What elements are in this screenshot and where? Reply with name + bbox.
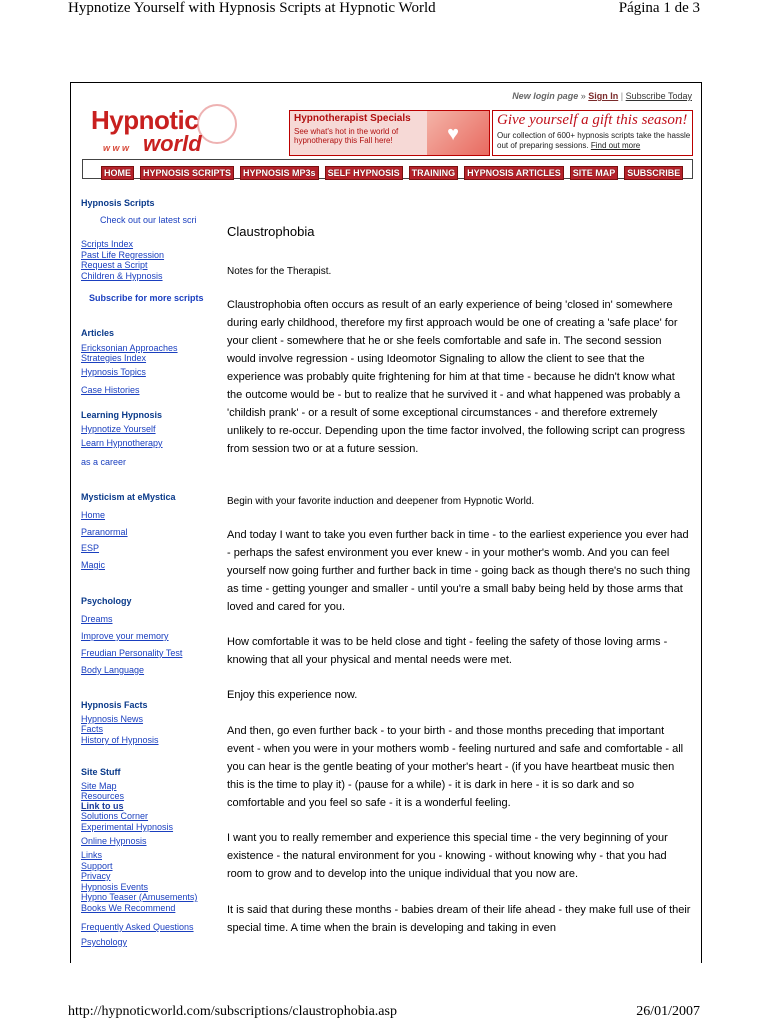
nav-subscribe[interactable]: SUBSCRIBE: [624, 166, 683, 180]
sidebar-item-hypnotize-yourself[interactable]: Hypnotize Yourself: [81, 424, 156, 434]
sidebar-item-solutions[interactable]: Solutions Corner: [81, 811, 149, 821]
print-url: http://hypnoticworld.com/subscriptions/claustrophobia.asp: [68, 1004, 397, 1019]
therapist-notes-label: Notes for the Therapist.: [227, 266, 332, 277]
article-paragraph: And then, go even further back - to your birth - and those months preceding that important event - when you were in your mothers womb - feeling nurtured and safe and comfortable - all you can hear is the gentle beating of your mother's heart - (if you have heartbeat music then this is the time to play it) - (pause for a while) - it is dark in here - it is so dark and so comfortable and you feel so safe - it is a wonderful feeling.: [227, 725, 684, 809]
print-page-title: Hypnotize Yourself with Hypnosis Scripts at Hypnotic World: [68, 0, 436, 16]
article-paragraph: Claustrophobia often occurs as result of an early experience of being 'closed in' somewhere during early childhood, therefore my first approach would be one of creating a 'safe place' for your client - somewhere that he or she feels comfortable and safe in. The second session would involve regression - using Ideomotor Signaling to allow the client to see that the experience was probably quite frightening for him at that time - because he didn't know what the outcome would be - but to realize that he survived it - and what happened was probably a 'childish prank' - or a result of some exceptional circumstances - and therefore extremely unlikely to re-occur. Depending upon the time factor involved, the following script can progress from session two or at a future session.: [227, 299, 685, 455]
hypnotic-world-logo[interactable]: [91, 105, 231, 160]
sidebar-item-teaser[interactable]: Hypno Teaser (Amusements): [81, 892, 198, 902]
sidebar-item-esp[interactable]: ESP: [81, 543, 100, 553]
sidebar-item-improve-memory[interactable]: Improve your memory: [81, 631, 169, 641]
sidebar-item-children[interactable]: Children & Hypnosis: [81, 271, 163, 281]
sidebar-item-online[interactable]: Online Hypnosis: [81, 836, 147, 846]
article-paragraph: How comfortable it was to be held close and tight - feeling the safety of those loving arms - knowing that all your physical and mental needs were met.: [227, 636, 668, 666]
sidebar-item-books[interactable]: Books We Recommend: [81, 903, 176, 913]
banner-text: Our collection of 600+ hypnosis scripts take the hassle out of preparing sessions. Find out more: [497, 131, 691, 150]
nav-hypnosis-scripts[interactable]: HYPNOSIS SCRIPTS: [140, 166, 234, 180]
sidebar-item-scripts-index[interactable]: Scripts Index: [81, 239, 134, 249]
nav-training[interactable]: TRAINING: [409, 166, 459, 180]
sidebar-item-faq[interactable]: Frequently Asked Questions: [81, 922, 194, 932]
print-page-number: Página 1 de 3: [618, 0, 700, 16]
sidebar-item-body-language[interactable]: Body Language: [81, 665, 145, 675]
sidebar-item-strategies[interactable]: Strategies Index: [81, 353, 147, 363]
sidebar-item-psychology[interactable]: Psychology: [81, 937, 128, 947]
webpage-frame: [70, 82, 702, 963]
sidebar-item-home[interactable]: Home: [81, 510, 106, 520]
sidebar-item-case-histories[interactable]: Case Histories: [81, 385, 140, 395]
sidebar-heading-facts: Hypnosis Facts: [81, 700, 148, 710]
sidebar-item-facts[interactable]: Facts: [81, 724, 104, 734]
article-paragraph: Enjoy this experience now.: [227, 689, 358, 701]
sidebar-heading-mysticism: Mysticism at eMystica: [81, 492, 176, 502]
banner-text: See what's hot in the world of hypnotherapy this Fall here!: [294, 127, 399, 145]
hypnotherapist-specials-banner[interactable]: [289, 110, 490, 156]
sidebar-item-paranormal[interactable]: Paranormal: [81, 527, 128, 537]
sidebar-item-past-life[interactable]: Past Life Regression: [81, 250, 165, 260]
sidebar-item-as-career: as a career: [81, 457, 127, 467]
latest-scripts-ticker[interactable]: Check out our latest scri: [100, 215, 197, 225]
sidebar-item-hypnosis-news[interactable]: Hypnosis News: [81, 714, 144, 724]
article-paragraph: I want you to really remember and experience this special time - the very beginning of your existence - the natural environment for you - knowing - without knowing why - that you had room to grow and to develop into the unique individual that you now are.: [227, 832, 668, 880]
sidebar-item-links[interactable]: Links: [81, 850, 103, 860]
sidebar-heading-articles: Articles: [81, 328, 115, 338]
sidebar-heading-site-stuff: Site Stuff: [81, 767, 121, 777]
arrow-icon: »: [580, 91, 586, 101]
sidebar-item-request-script[interactable]: Request a Script: [81, 260, 148, 270]
main-nav-bar: [82, 159, 693, 179]
banner-title: Give yourself a gift this season!: [497, 112, 688, 128]
sidebar-heading-learning: Learning Hypnosis: [81, 410, 163, 420]
banner-title: Hypnotherapist Specials: [294, 113, 411, 124]
heart-icon: ♥: [447, 123, 459, 145]
gift-season-banner[interactable]: [492, 110, 693, 156]
logo-world: world: [143, 131, 202, 156]
globe-icon: [197, 104, 237, 144]
sidebar-item-experimental[interactable]: Experimental Hypnosis: [81, 822, 174, 832]
article-paragraph: And today I want to take you even further back in time - to the earliest experience you ever had - perhaps the safest environment you ever knew - in your mother's womb. And you can feel yourself now going further and further back in time - going back as though there's no such thing as time - getting younger and smaller - until you're a small baby being held by those arms that loved and cared for you.: [227, 529, 691, 613]
sidebar-item-events[interactable]: Hypnosis Events: [81, 882, 149, 892]
page-title: Claustrophobia: [227, 224, 315, 239]
sidebar-item-site-map[interactable]: Site Map: [81, 781, 117, 791]
find-out-more-link[interactable]: Find out more: [590, 141, 641, 150]
print-footer: [68, 998, 700, 1024]
new-login-label: New login page: [512, 91, 579, 101]
sidebar-item-freudian[interactable]: Freudian Personality Test: [81, 648, 183, 658]
sidebar-heading-psychology: Psychology: [81, 596, 132, 606]
sidebar-item-support[interactable]: Support: [81, 861, 113, 871]
nav-hypnosis-articles[interactable]: HYPNOSIS ARTICLES: [464, 166, 564, 180]
link-separator: |: [620, 91, 624, 101]
top-links: [512, 91, 692, 101]
sidebar-item-hypnosis-topics[interactable]: Hypnosis Topics: [81, 367, 146, 377]
print-header: [68, 0, 700, 20]
sidebar-item-ericksonian[interactable]: Ericksonian Approaches: [81, 343, 178, 353]
subscribe-today-link[interactable]: Subscribe Today: [625, 91, 692, 101]
sign-in-link[interactable]: Sign In: [588, 91, 619, 101]
sidebar-item-history[interactable]: History of Hypnosis: [81, 735, 159, 745]
nav-site-map[interactable]: SITE MAP: [570, 166, 619, 180]
sidebar-item-magic[interactable]: Magic: [81, 560, 106, 570]
print-date: 26/01/2007: [636, 1004, 700, 1019]
article-paragraph: It is said that during these months - babies dream of their life ahead - they make full use of their special time. A time when the brain is developing and taking in even: [227, 904, 691, 934]
sidebar-item-dreams[interactable]: Dreams: [81, 614, 113, 624]
sidebar-item-learn-hypnotherapy[interactable]: Learn Hypnotherapy: [81, 438, 163, 448]
logo-www: w w w: [103, 143, 130, 153]
nav-self-hypnosis[interactable]: SELF HYPNOSIS: [325, 166, 403, 180]
sidebar-heading-scripts: Hypnosis Scripts: [81, 198, 155, 208]
nav-hypnosis-mp3s[interactable]: HYPNOSIS MP3s: [240, 166, 319, 180]
sidebar-item-privacy[interactable]: Privacy: [81, 871, 111, 881]
induction-note: Begin with your favorite induction and deepener from Hypnotic World.: [227, 496, 535, 507]
subscribe-more-link[interactable]: Subscribe for more scripts: [89, 293, 204, 303]
nav-home[interactable]: HOME: [101, 166, 134, 180]
sidebar-item-link-to-us[interactable]: Link to us: [81, 801, 124, 811]
logo-hypnotic: Hypnotic: [91, 105, 199, 135]
sidebar-item-resources[interactable]: Resources: [81, 791, 125, 801]
